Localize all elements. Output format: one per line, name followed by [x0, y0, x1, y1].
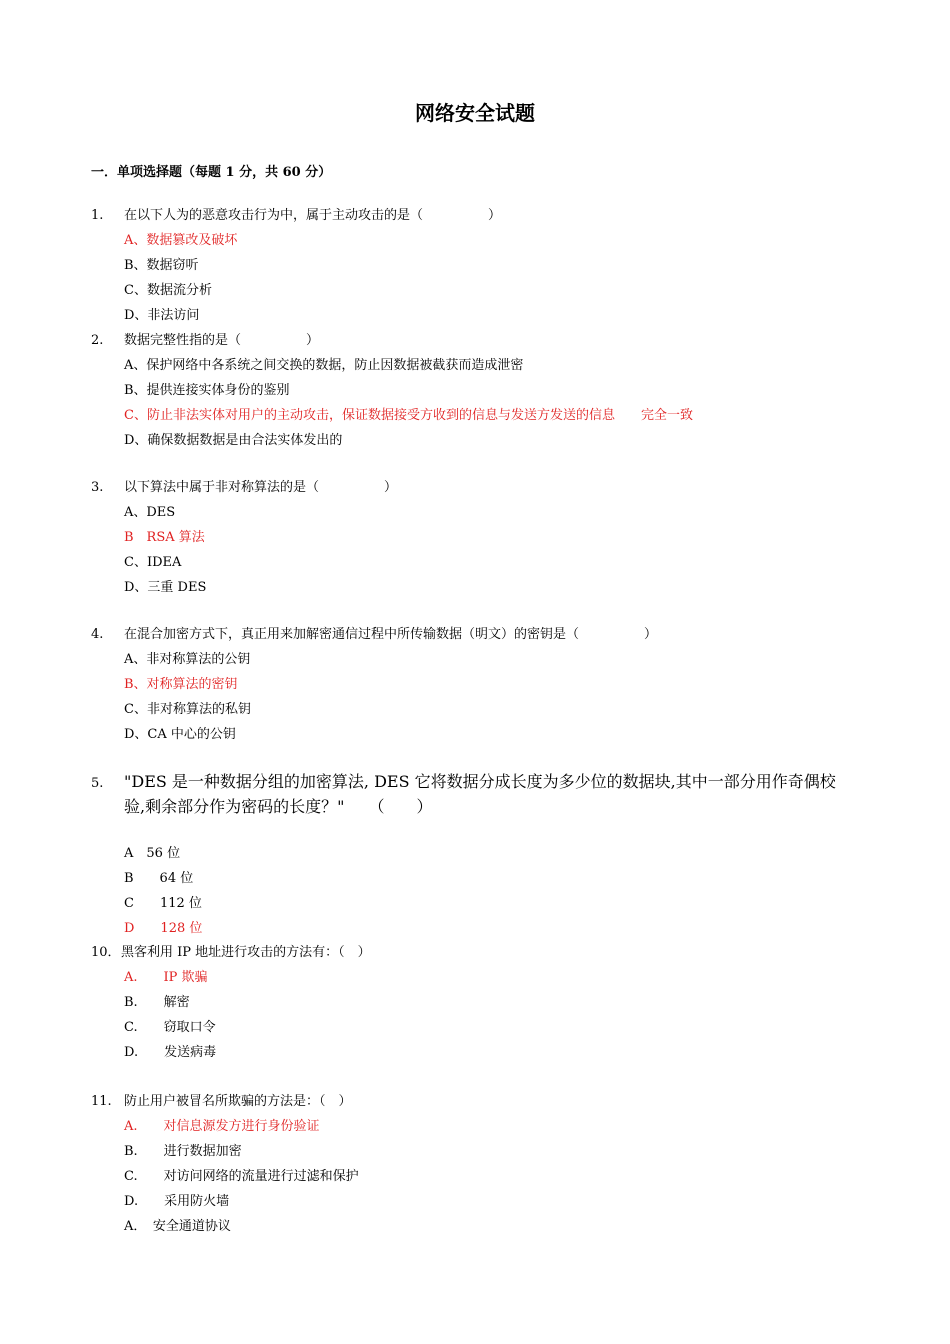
question-number: 1. [91, 208, 104, 223]
option-a: A. IP 欺骗 [124, 970, 208, 985]
question-text: 在以下人为的恶意攻击行为中，属于主动攻击的是（ ） [124, 208, 502, 223]
option-c: C、数据流分析 [124, 283, 212, 298]
option-b: B. 进行数据加密 [124, 1144, 242, 1159]
option-b: B、对称算法的密钥 [124, 677, 238, 692]
option-b: B. 解密 [124, 995, 190, 1010]
option-d: D. 发送病毒 [124, 1045, 217, 1060]
option-b: B、数据窃听 [124, 258, 199, 273]
option-a: A、非对称算法的公钥 [124, 652, 251, 667]
question-number: 5. [91, 776, 104, 791]
option-b: B、提供连接实体身份的鉴别 [124, 383, 290, 398]
option-c: C. 对访问网络的流量进行过滤和保护 [124, 1169, 359, 1184]
option-a: A、DES [124, 505, 176, 520]
option-d: D 128 位 [124, 921, 203, 936]
option-c: C 112 位 [124, 896, 202, 911]
question-text-line1: "DES 是一种数据分组的加密算法, DES 它将数据分成长度为多少位的数据块,其中一部分用作奇偶校 [124, 772, 836, 791]
section-heading: 一．单项选择题（每题 1 分，共 60 分） [91, 165, 332, 180]
option-d: D. 采用防火墙 [124, 1194, 230, 1209]
question-number: 2. [91, 333, 104, 348]
question-text: 以下算法中属于非对称算法的是（ ） [124, 480, 398, 495]
option-d: D、CA 中心的公钥 [124, 727, 236, 742]
option-b: B 64 位 [124, 871, 194, 886]
option-d: D、三重 DES [124, 580, 207, 595]
question-number: 10． [91, 945, 121, 960]
question-text: 在混合加密方式下，真正用来加解密通信过程中所传输数据（明文）的密钥是（ ） [124, 627, 658, 642]
question-number: 4. [91, 627, 104, 642]
option-a: A、保护网络中各系统之间交换的数据，防止因数据被截获而造成泄密 [124, 358, 524, 373]
question-number: 11. [91, 1094, 112, 1109]
option-c: C、非对称算法的私钥 [124, 702, 251, 717]
question-text: 数据完整性指的是（ ） [124, 333, 320, 348]
option-c: C、IDEA [124, 555, 182, 570]
question-text: 黑客利用 IP 地址进行攻击的方法有：（ ） [121, 945, 371, 960]
option-c: C、防止非法实体对用户的主动攻击，保证数据接受方收到的信息与发送方发送的信息 完全一致 [124, 408, 693, 423]
option-d: D、确保数据数据是由合法实体发出的 [124, 433, 343, 448]
question-text-line2: 验,剩余部分作为密码的长度？" （ ） [124, 797, 433, 816]
option-b: B RSA 算法 [124, 530, 205, 545]
option-c: C. 窃取口令 [124, 1020, 216, 1035]
option-d: D、非法访问 [124, 308, 200, 323]
question-text: 防止用户被冒名所欺骗的方法是：（ ） [124, 1094, 352, 1109]
option-a: A、数据篡改及破坏 [124, 233, 238, 248]
option-extra: A． 安全通道协议 [124, 1219, 231, 1234]
option-a: A 56 位 [124, 846, 181, 861]
document-title: 网络安全试题 [415, 101, 535, 125]
question-number: 3. [91, 480, 104, 495]
option-a: A. 对信息源发方进行身份验证 [124, 1119, 320, 1134]
